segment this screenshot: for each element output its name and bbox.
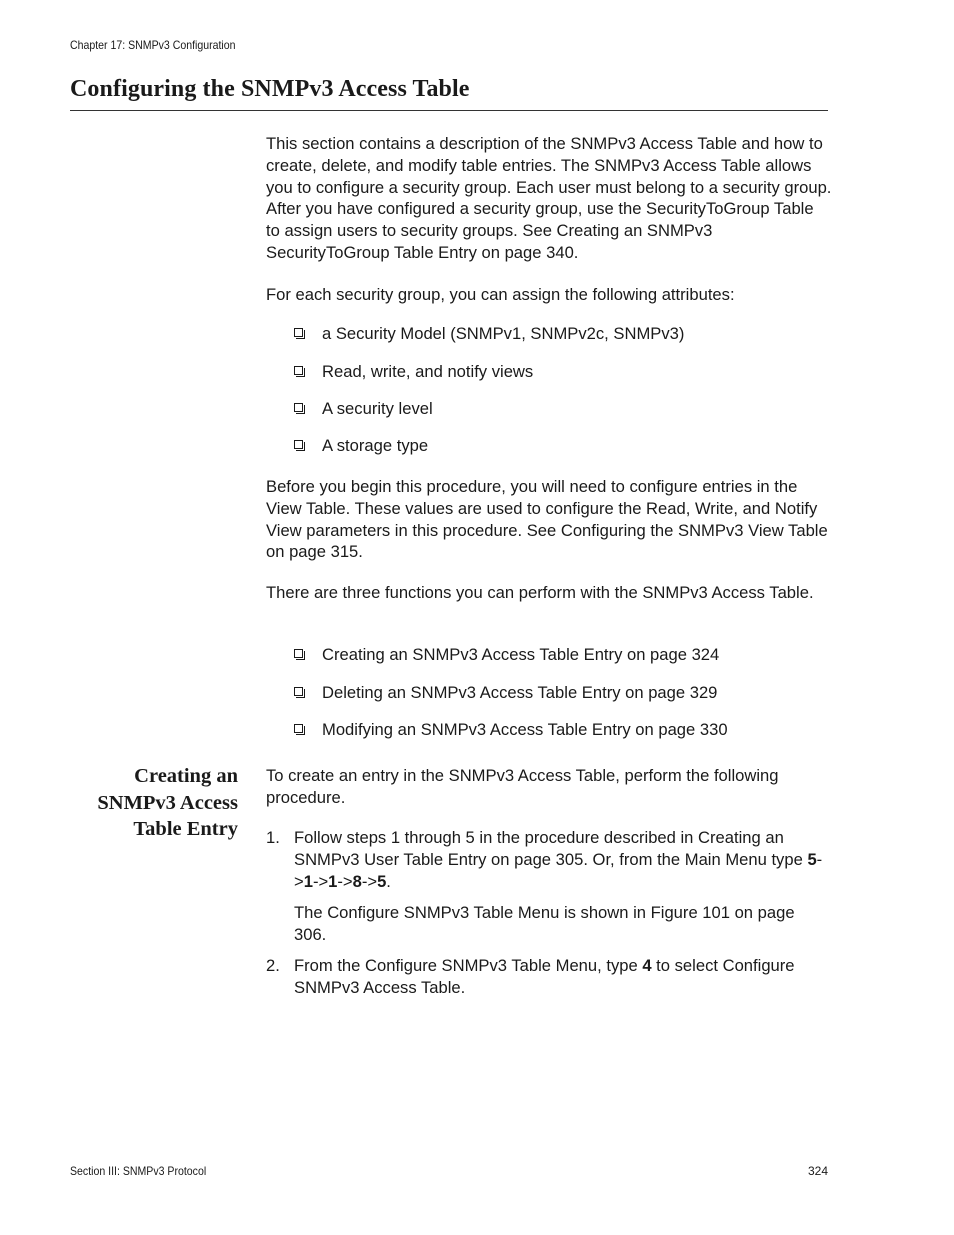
step-1: Follow steps 1 through 5 in the procedure described in Creating an SNMPv3 User Table Entry on page 305. Or, from the Main Menu type 5->1->1->8->5. xyxy=(294,828,823,891)
checkbox-bullet-icon xyxy=(294,440,303,449)
page-title: Configuring the SNMPv3 Access Table xyxy=(70,76,470,102)
intro-paragraph-3: Before you begin this procedure, you will need to configure entries in the View Table. These values are used to configure the Read, Write, and Notify View parameters in this procedure. See Configuring the SNMPv3 View Table on page 315. xyxy=(266,477,828,562)
menu-key: 4 xyxy=(642,956,652,975)
checkbox-bullet-icon xyxy=(294,328,303,337)
intro-paragraph-4: There are three functions you can perform with the SNMPv3 Access Table. xyxy=(266,583,814,602)
checkbox-bullet-icon xyxy=(294,724,303,733)
section-heading-creating: Creating an SNMPv3 Access Table Entry xyxy=(97,765,238,840)
running-head: Chapter 17: SNMPv3 Configuration xyxy=(70,38,236,52)
step-number: 2. xyxy=(266,956,280,975)
checkbox-bullet-icon xyxy=(294,403,303,412)
checkbox-bullet-icon xyxy=(294,366,303,375)
menu-path-key: 1 xyxy=(303,871,313,891)
footer-section: Section III: SNMPv3 Protocol xyxy=(70,1164,207,1178)
checkbox-bullet-icon xyxy=(294,687,303,696)
menu-path-key: 1 xyxy=(328,871,338,891)
checkbox-bullet-icon xyxy=(294,649,303,658)
menu-path-key: 5 xyxy=(377,871,387,891)
intro-paragraph-1: This section contains a description of the SNMPv3 Access Table and how to create, delete, and modify table entries. The SNMPv3 Access Table allows you to configure a security group. Each user must belong to a security group. After you have configured a security group, use the SecurityToGroup Table to assign users to security groups. See Creating an SNMPv3 SecurityToGroup Table Entry on page 340. xyxy=(266,134,832,262)
page-number: 324 xyxy=(807,1164,828,1178)
title-rule xyxy=(70,110,828,111)
step-1-note: The Configure SNMPv3 Table Menu is shown in Figure 101 on page 306. xyxy=(294,903,795,944)
step-number: 1. xyxy=(266,828,280,847)
step-2: From the Configure SNMPv3 Table Menu, type 4 to select Configure SNMPv3 Access Table. xyxy=(294,956,795,997)
menu-path-key: 5 xyxy=(807,849,817,869)
creating-lead-paragraph: To create an entry in the SNMPv3 Access Table, perform the following procedure. xyxy=(266,766,779,807)
menu-path-key: 8 xyxy=(352,871,362,891)
intro-paragraph-2: For each security group, you can assign the following attributes: xyxy=(266,285,735,304)
